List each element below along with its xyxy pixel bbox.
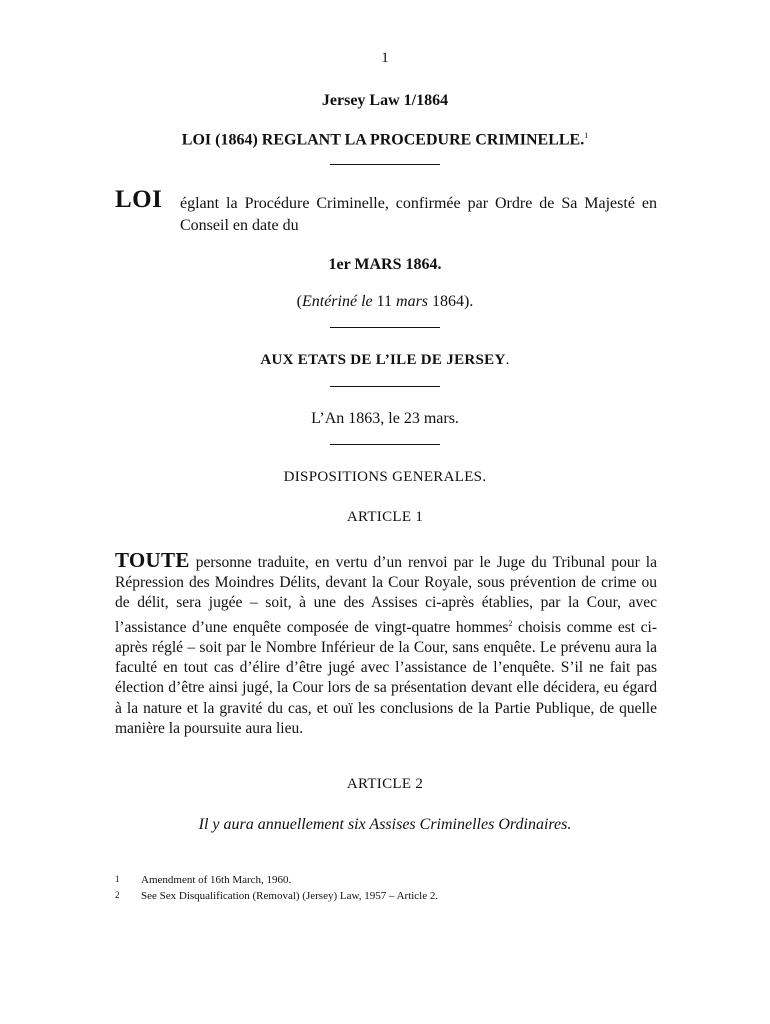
footnote-1-text: Amendment of 16th March, 1960. (141, 874, 292, 886)
article-2-heading: ARTICLE 2 (346, 776, 424, 792)
footnote-2-number: 2 (115, 890, 120, 900)
entered-year: 1864). (428, 293, 474, 310)
addressee-punct: . (505, 352, 510, 368)
law-title-text: LOI (1864) REGLANT LA PROCEDURE CRIMINELLE. (181, 131, 585, 149)
separator-rule (330, 164, 440, 165)
article-1-text-part2: choisis comme est ci-après réglé – soit par le Nombre Inférieur de la Cour, sans enquête. Le prévenu aura la faculté en tout cas d’élire d’être jugé avec l’assistance de l’enquête. S’il ne fait pas élection d’être ainsi jugé, la Cour lors de sa présentation devant elle décidera, eu égard à la nature et la gravité du cas, et ouï les conclusions de la Partie Publique, de quelle manière la poursuite aura lieu. (115, 618, 657, 737)
article-1-text-part1: personne traduite, en vertu d’un renvoi par le Juge du Tribunal pour la Répression des Moindres Délits, devant la Cour Royale, sous prévention de crime ou de délit, sera jugée – soit, à une des Assises ci-après établies, par la Cour, avec l’assistance d’une enquête composée de vingt-quatre hommes (115, 554, 657, 636)
separator-rule (330, 327, 440, 328)
article-2-text: Il y aura annuellement six Assises Criminelles Ordinaires. (198, 816, 572, 833)
law-number: Jersey Law 1/1864 (321, 92, 449, 109)
addressee-text: AUX ETATS DE L’ILE DE JERSEY (260, 352, 506, 368)
entered-open: ( (296, 293, 302, 310)
footnote-1-number: 1 (115, 874, 120, 884)
preamble-drop-word: LOI (115, 186, 163, 213)
entered-day: 11 (372, 293, 397, 310)
preamble-text: églant la Procédure Criminelle, confirmée par Ordre de Sa Majesté en Conseil en date du (180, 195, 657, 234)
separator-rule (330, 386, 440, 387)
entered-label: Entériné le (301, 293, 373, 310)
article-1-heading: ARTICLE 1 (346, 509, 424, 525)
entered-date (0, 293, 770, 311)
footnote-ref-2: 2 (508, 618, 513, 628)
year-line: L’An 1863, le 23 mars. (311, 410, 459, 427)
footnote-2 (115, 890, 438, 902)
addressee-heading (0, 352, 770, 369)
law-title (0, 131, 770, 149)
section-heading: DISPOSITIONS GENERALES. (283, 469, 487, 485)
footnote-2-text: See Sex Disqualification (Removal) (Jersey) Law, 1957 – Article 2. (141, 890, 439, 902)
footnote-ref-1: 1 (584, 131, 589, 140)
entered-month: mars (396, 293, 429, 310)
confirmation-date: 1er MARS 1864. (328, 256, 442, 273)
footnote-1 (115, 874, 291, 886)
article-1-text (115, 550, 657, 739)
page-number: 1 (381, 50, 389, 66)
article-1-lead-word: TOUTE (115, 548, 190, 572)
separator-rule (330, 444, 440, 445)
